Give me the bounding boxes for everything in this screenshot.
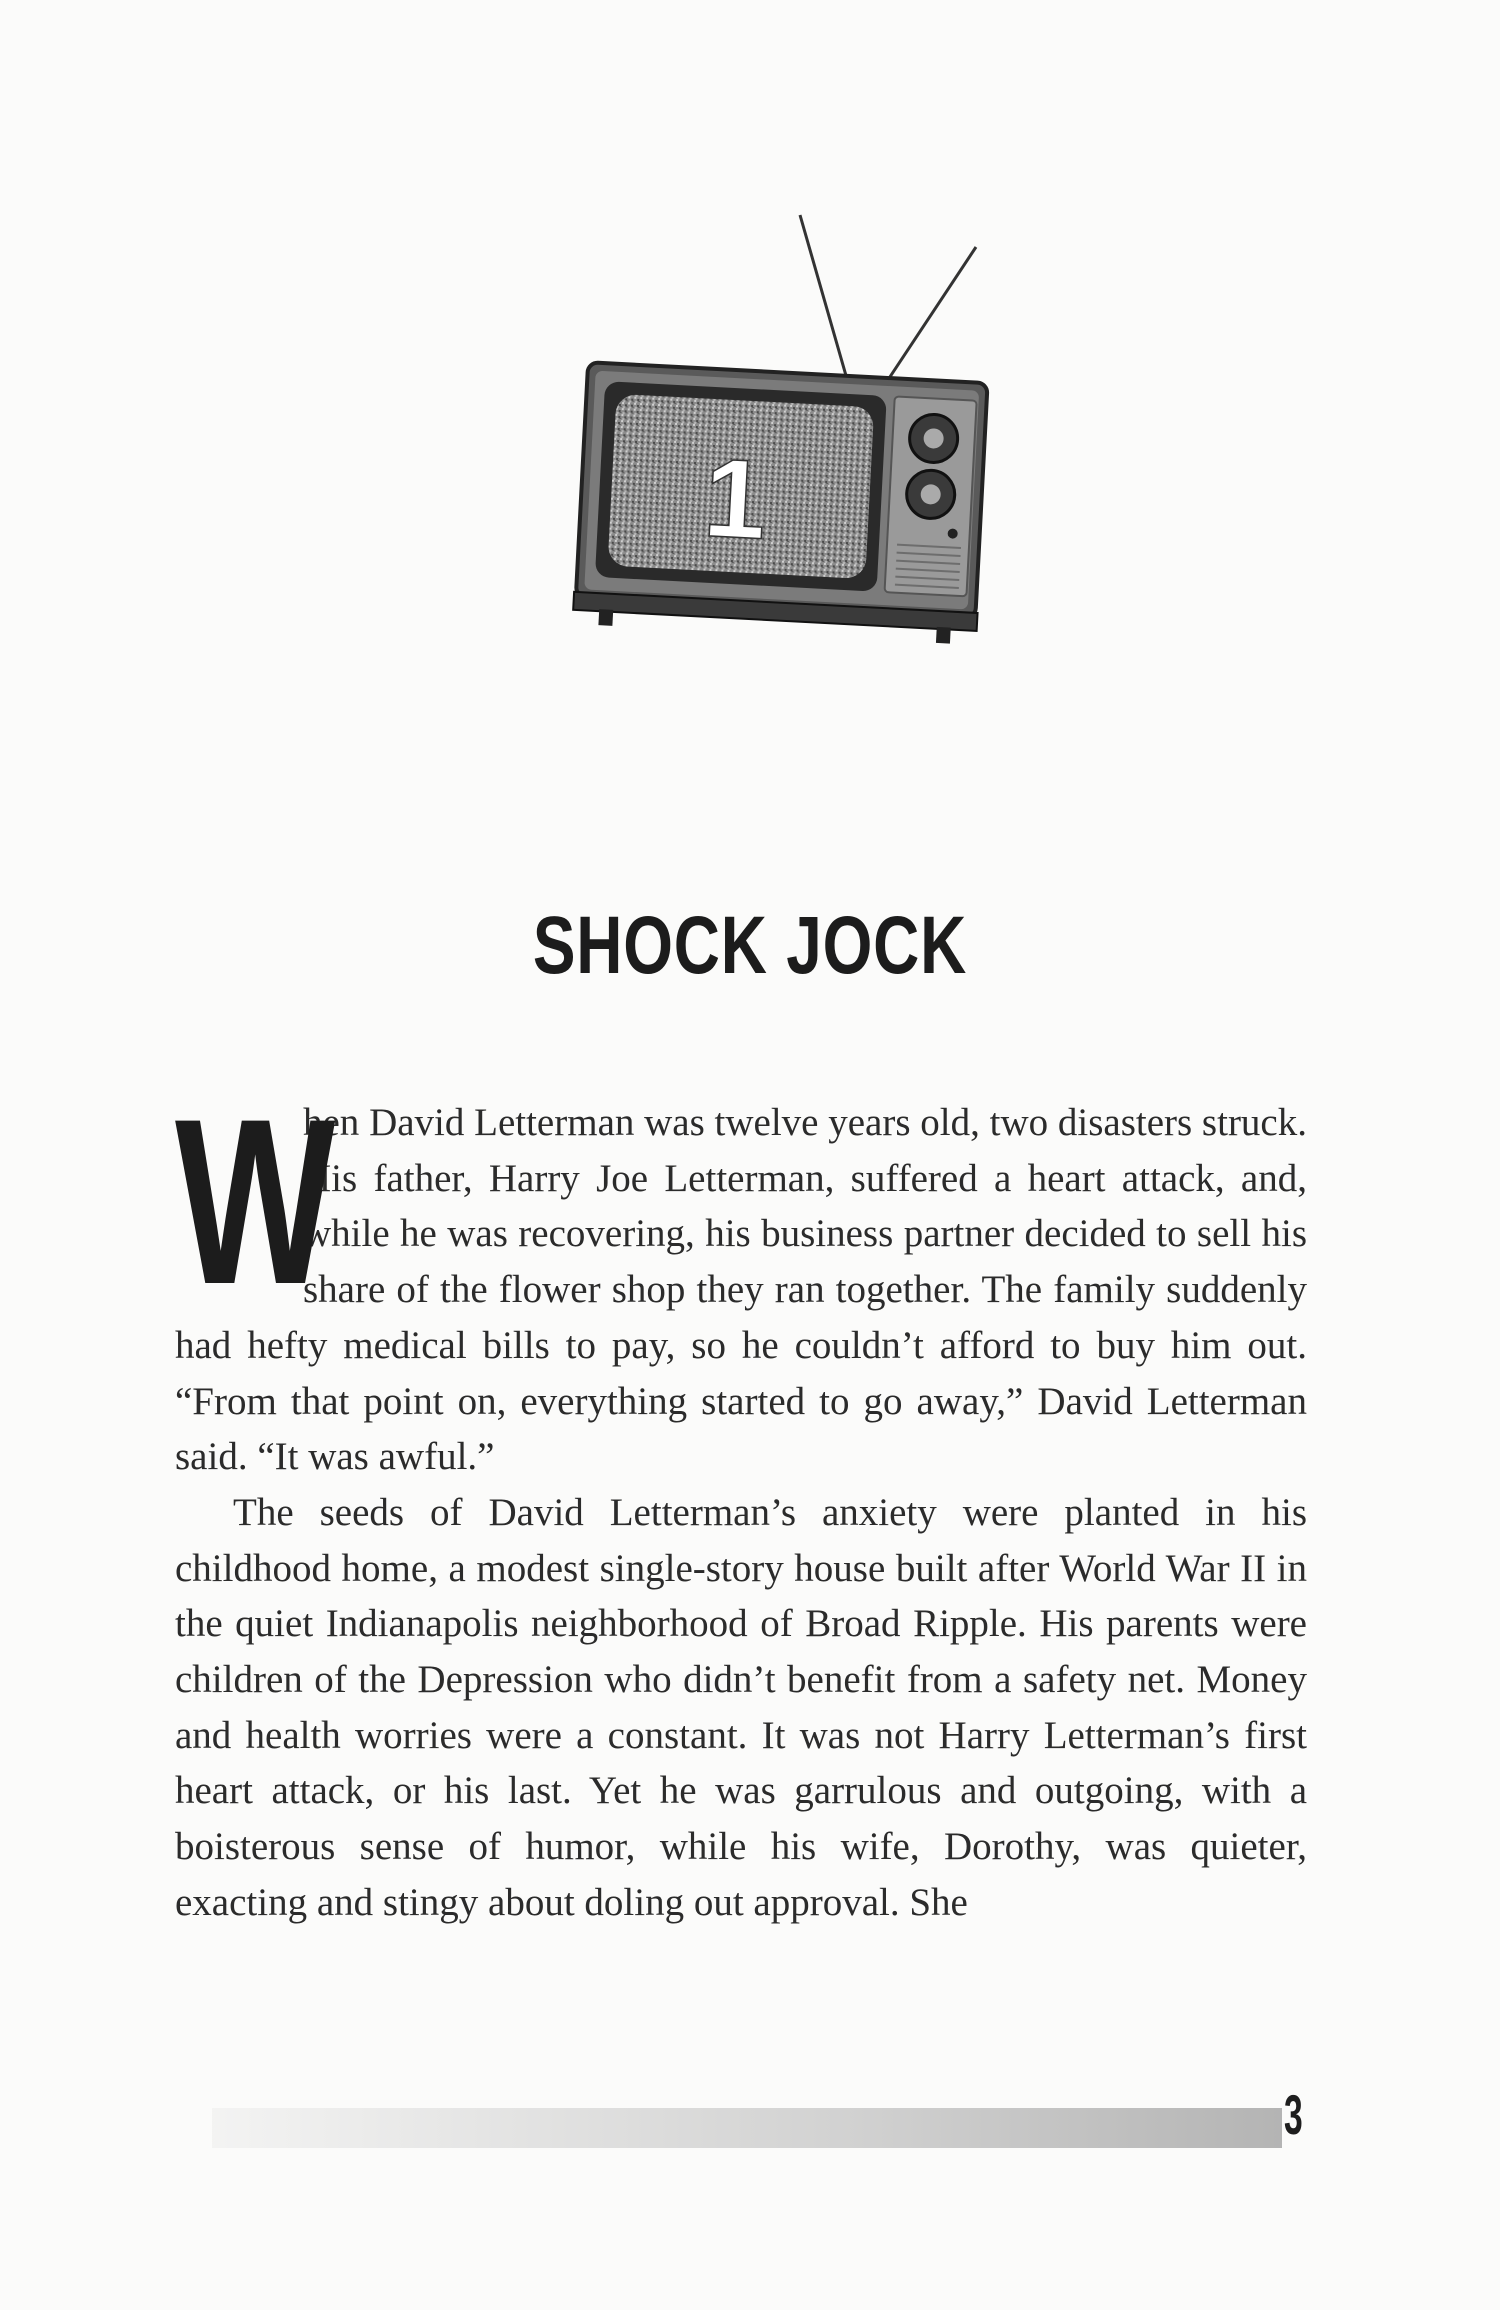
paragraph-1 (175, 1070, 1307, 1485)
footer-band (212, 2108, 1282, 2148)
drop-cap: W (175, 1070, 336, 1334)
paragraph-1-text: hen David Letterman was twelve years old, two disasters struck. His father, Harry Joe Letterman, suffered a heart attack, and, while he was recovering, his business partner decided to sell his share of the flower shop they ran together. The family suddenly had hefty medical bills to pay, so he couldn’t afford to buy him out. “From that point on, everything started to go away,” David Letterman said. “It was awful.” (175, 1101, 1307, 1479)
page-number: 3 (1284, 2083, 1303, 2146)
chapter-body (175, 1070, 1307, 1931)
television-icon (570, 195, 1010, 665)
chapter-title: SHOCK JOCK (532, 900, 968, 991)
chapter-number: 1 (700, 434, 770, 563)
paragraph-2: The seeds of David Letterman’s anxiety were planted in his childhood home, a modest single-story house built after World War II in the quiet Indianapolis neighborhood of Broad Ripple. His parents were children of the Depression who didn’t benefit from a safety net. Money and health worries were a constant. It was not Harry Letterman’s first heart attack, or his last. Yet he was garrulous and outgoing, with a boisterous sense of humor, while his wife, Dorothy, was quieter, exacting and stingy about doling out approval. She (175, 1490, 1307, 1924)
